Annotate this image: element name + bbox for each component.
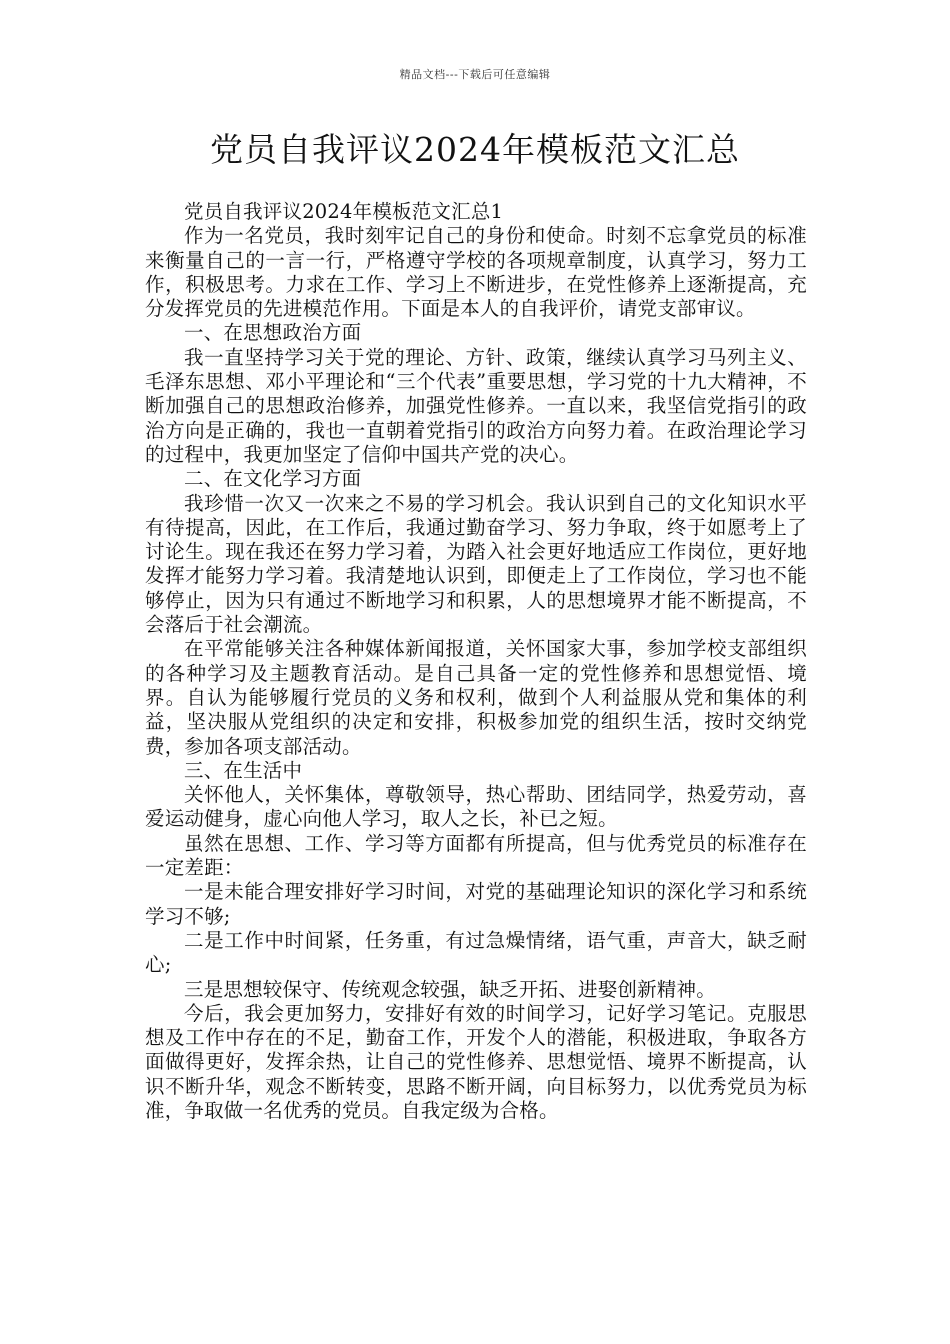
ideology-paragraph: 我一直坚持学习关于党的理论、方针、政策，继续认真学习马列主义、毛泽东思想、邓小平理论和“三个代表”重要思想，学习党的十九大精神，不断加强自己的思想政治修养，加强党性修养。一直以来，我坚信党指引的政治方向是正确的，我也一直朝着党指引的政治方向努力着。在政治理论学习的过程中，我更加坚定了信仰中国共产党的决心。 [145,345,807,466]
document-body [145,200,807,1123]
section-heading-life: 三、在生活中 [184,758,303,782]
intro-paragraph: 作为一名党员，我时刻牢记自己的身份和使命。时刻不忘拿党员的标准来衡量自己的一言一行，严格遵守学校的各项规章制度，认真学习，努力工作，积极思考。力求在工作、学习上不断进步，在党性修养上逐渐提高，充分发挥党员的先进模范作用。下面是本人的自我评价，请党支部审议。 [145,224,807,321]
section-heading-study: 二、在文化学习方面 [184,467,362,491]
subtitle-paragraph: 党员自我评议2024年模板范文汇总1 [184,200,504,223]
study-paragraph: 我珍惜一次又一次来之不易的学习机会。我认识到自己的文化知识水平有待提高，因此，在工作后，我通过勤奋学习、努力争取，终于如愿考上了讨论生。现在我还在努力学习着，为踏入社会更好地适应工作岗位，更好地发挥才能努力学习着。我清楚地认识到，即便走上了工作岗位，学习也不能够停止，因为只有通过不断地学习和积累，人的思想境界才能不断提高，不会落后于社会潮流。 [145,491,807,637]
shortcoming-two: 二是工作中时间紧，任务重，有过急燥情绪，语气重，声音大，缺乏耐心; [145,928,807,977]
shortcoming-three: 三是思想较保守、传统观念较强，缺乏开拓、进娶创新精神。 [184,977,716,1001]
conclusion-paragraph: 今后，我会更加努力，安排好有效的时间学习，记好学习笔记。克服思想及工作中存在的不足，勤奋工作，开发个人的潜能，积极进取，争取各方面做得更好，发挥余热，让自己的党性修养、思想觉悟、境界不断提高，认识不断升华，观念不断转变，思路不断开阔，向目标努力，以优秀党员为标准，争取做一名优秀的党员。自我定级为合格。 [145,1001,807,1122]
activities-paragraph: 在平常能够关注各种媒体新闻报道，关怀国家大事，参加学校支部组织的各种学习及主题教育活动。是自己具备一定的党性修养和思想觉悟、境界。自认为能够履行党员的义务和权利，做到个人利益服从党和集体的利益，坚决服从党组织的决定和安排，积极参加党的组织生活，按时交纳党费，参加各项支部活动。 [145,637,807,758]
shortcoming-one: 一是未能合理安排好学习时间，对党的基础理论知识的深化学习和系统学习不够; [145,880,807,928]
section-heading-ideology: 一、在思想政治方面 [184,321,362,345]
header-note: 精品文档---下载后可任意编辑 [399,68,551,81]
life-paragraph: 关怀他人，关怀集体，尊敬领导，热心帮助、团结同学，热爱劳动，喜爱运动健身，虚心向他人学习，取人之长，补已之短。 [145,783,807,831]
shortcomings-intro-paragraph: 虽然在思想、工作、学习等方面都有所提高，但与优秀党员的标准存在一定差距： [145,831,807,880]
document-title: 党员自我评议2024年模板范文汇总 [210,130,740,169]
